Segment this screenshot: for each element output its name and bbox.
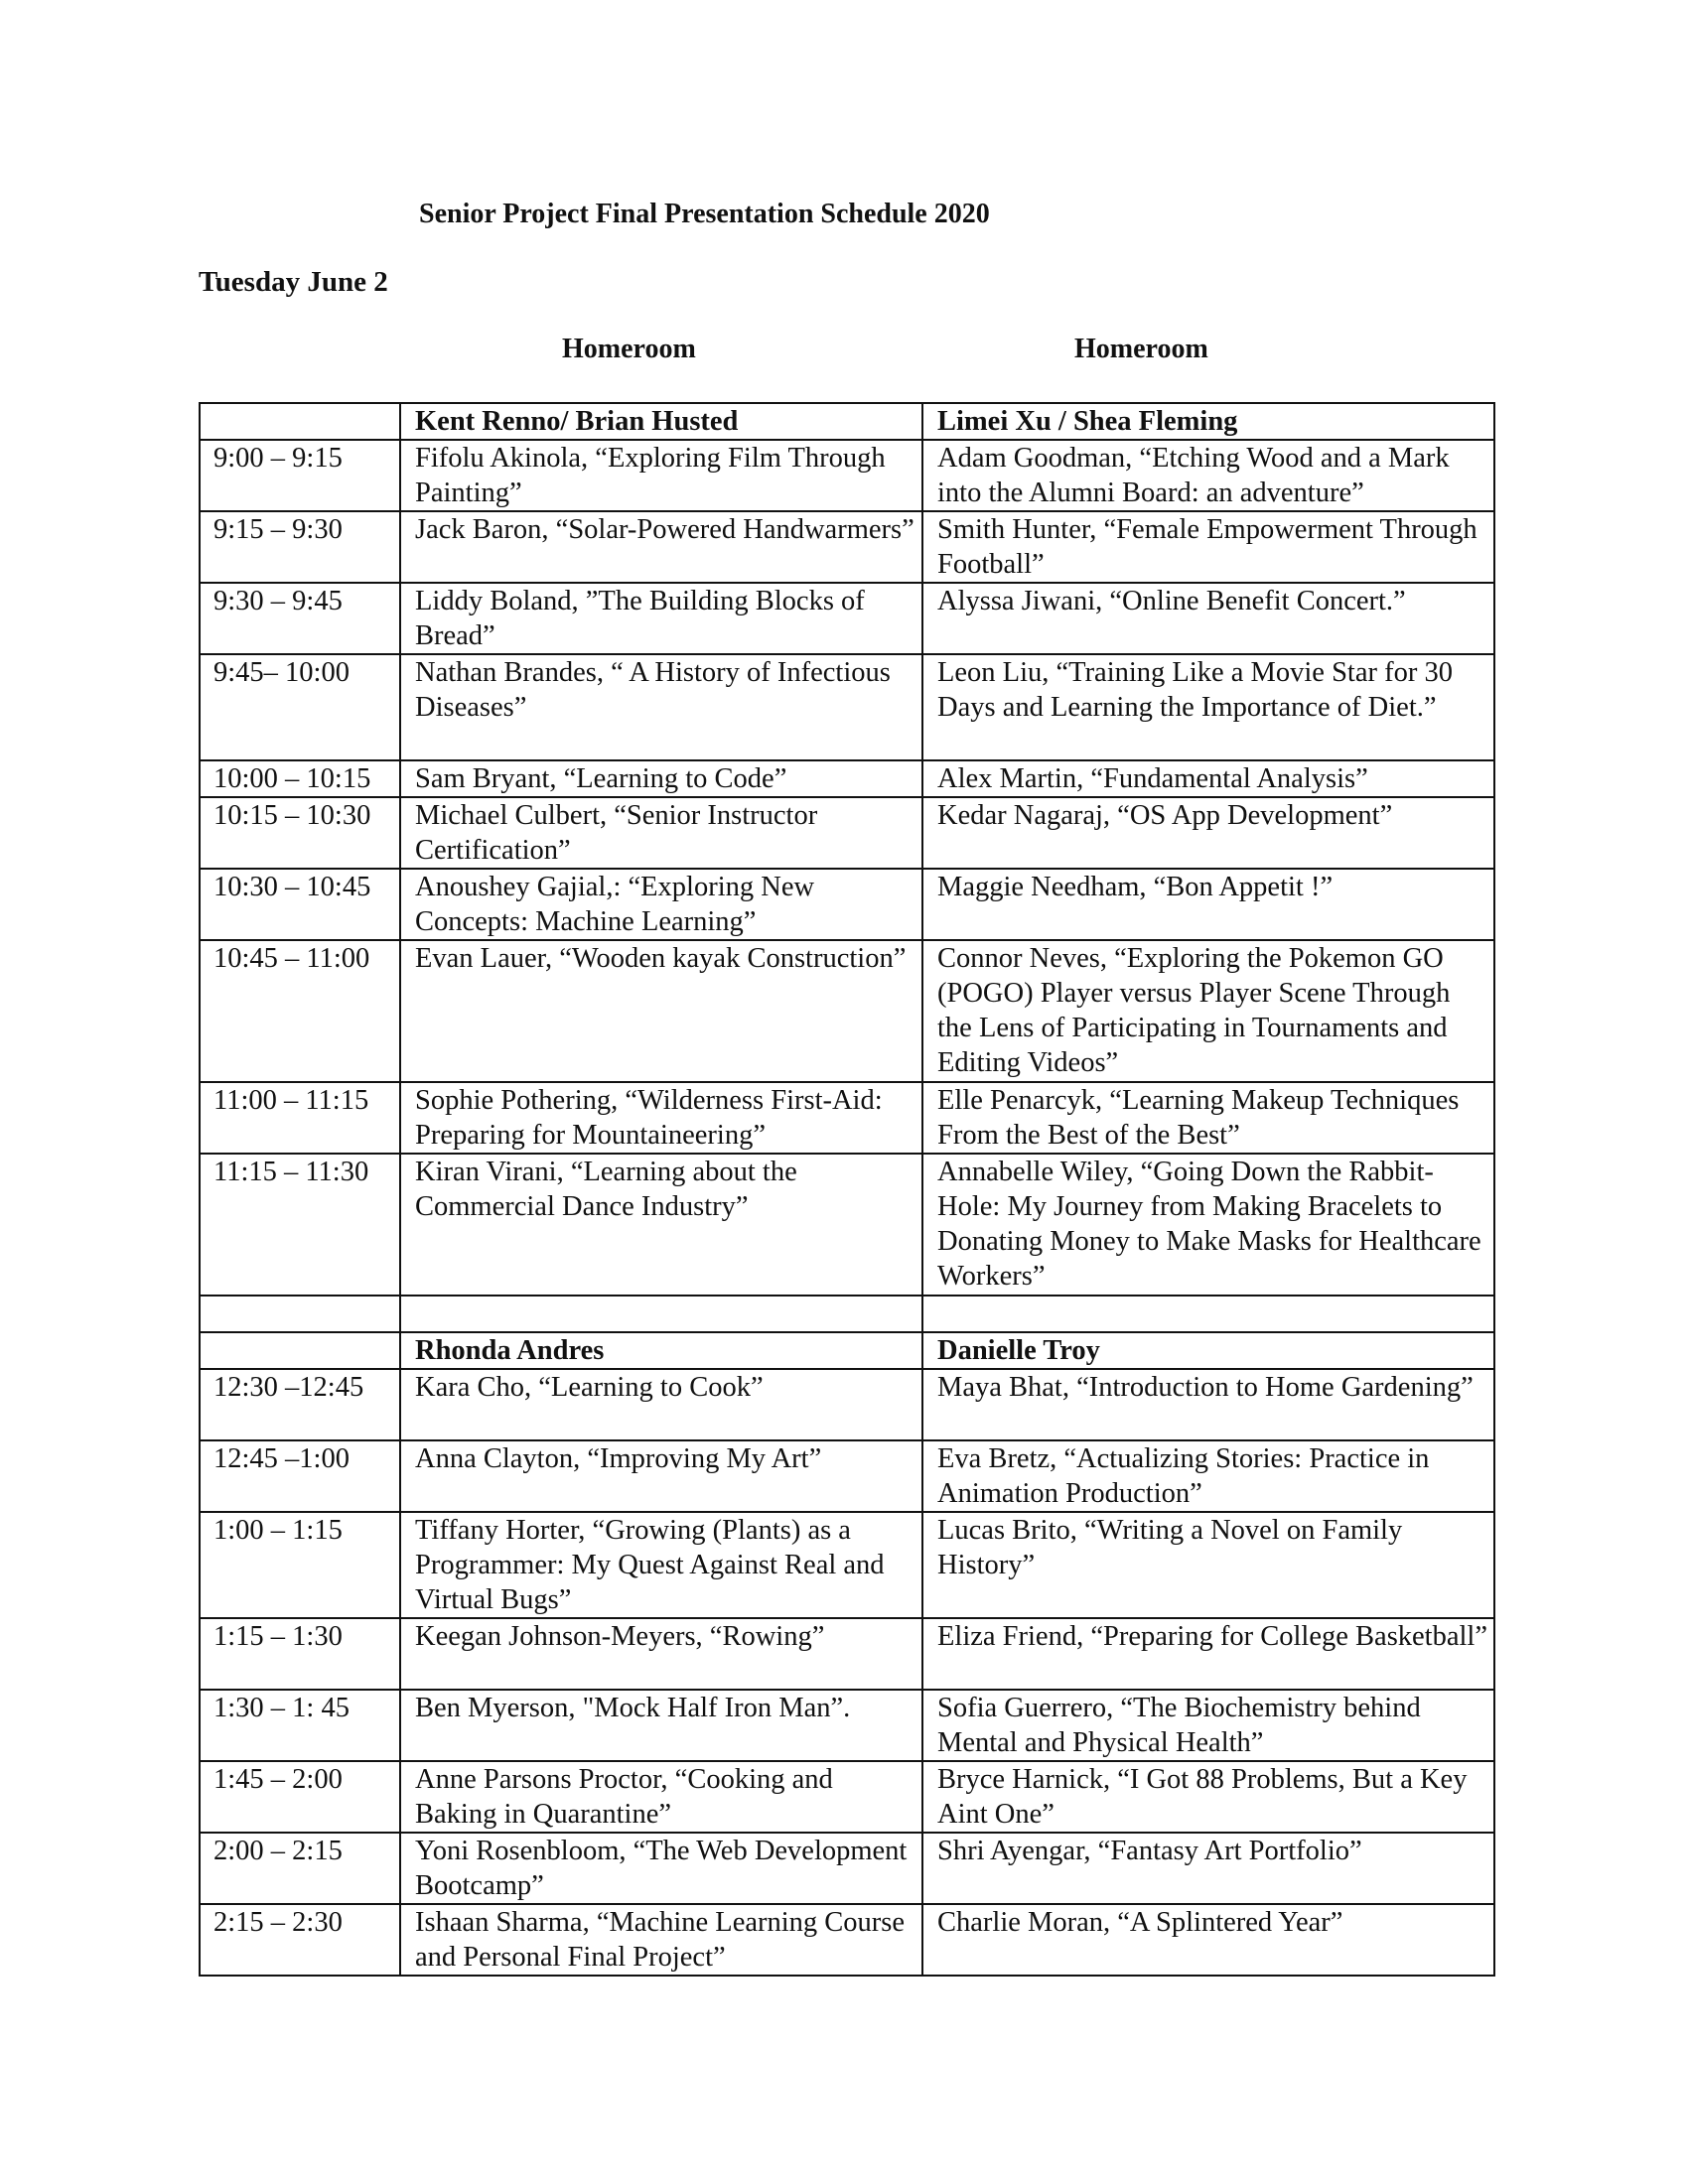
blank-cell: [200, 1296, 400, 1332]
homeroom-right-label: Homeroom: [1074, 334, 1208, 364]
document-title: Senior Project Final Presentation Schedule 2020: [419, 199, 990, 229]
homeroom-header-row-morning: [200, 403, 1494, 440]
table-row: [200, 1512, 1494, 1618]
presentation-left: Evan Lauer, “Wooden kayak Construction”: [400, 940, 922, 1082]
time-slot: 9:00 – 9:15: [200, 440, 400, 511]
presentation-right: Charlie Moran, “A Splintered Year”: [922, 1904, 1494, 1976]
time-header-cell: [200, 403, 400, 440]
presentation-left: Keegan Johnson-Meyers, “Rowing”: [400, 1618, 922, 1690]
presentation-left: Anoushey Gajial,: “Exploring New Concepts: Machine Learning”: [400, 869, 922, 940]
time-slot: 9:15 – 9:30: [200, 511, 400, 583]
presentation-right: Alex Martin, “Fundamental Analysis”: [922, 760, 1494, 797]
time-slot: 11:15 – 11:30: [200, 1154, 400, 1296]
presentation-right: Bryce Harnick, “I Got 88 Problems, But a Key Aint One”: [922, 1761, 1494, 1833]
homeroom-right-name: Danielle Troy: [922, 1332, 1494, 1369]
time-slot: 1:45 – 2:00: [200, 1761, 400, 1833]
presentation-right: Sofia Guerrero, “The Biochemistry behind Mental and Physical Health”: [922, 1690, 1494, 1761]
presentation-right: Elle Penarcyk, “Learning Makeup Techniques From the Best of the Best”: [922, 1082, 1494, 1154]
time-slot: 10:00 – 10:15: [200, 760, 400, 797]
table-row: [200, 1618, 1494, 1690]
presentation-right: Smith Hunter, “Female Empowerment Through Football”: [922, 511, 1494, 583]
blank-cell: [400, 1296, 922, 1332]
table-row: [200, 1082, 1494, 1154]
presentation-left: Liddy Boland, ”The Building Blocks of Bread”: [400, 583, 922, 654]
table-row: [200, 1904, 1494, 1976]
presentation-left: Michael Culbert, “Senior Instructor Certification”: [400, 797, 922, 869]
table-row: [200, 440, 1494, 511]
time-slot: 2:00 – 2:15: [200, 1833, 400, 1904]
presentation-left: Kara Cho, “Learning to Cook”: [400, 1369, 922, 1440]
presentation-left: Anna Clayton, “Improving My Art”: [400, 1440, 922, 1512]
table-row: [200, 583, 1494, 654]
presentation-right: Lucas Brito, “Writing a Novel on Family History”: [922, 1512, 1494, 1618]
table-row: [200, 1154, 1494, 1296]
presentation-left: Anne Parsons Proctor, “Cooking and Baking in Quarantine”: [400, 1761, 922, 1833]
time-slot: 12:30 –12:45: [200, 1369, 400, 1440]
presentation-left: Sophie Pothering, “Wilderness First-Aid: Preparing for Mountaineering”: [400, 1082, 922, 1154]
time-slot: 2:15 – 2:30: [200, 1904, 400, 1976]
time-slot: 1:00 – 1:15: [200, 1512, 400, 1618]
table-row: [200, 1690, 1494, 1761]
table-row: [200, 940, 1494, 1082]
table-row: [200, 797, 1494, 869]
time-header-cell: [200, 1332, 400, 1369]
presentation-right: Annabelle Wiley, “Going Down the Rabbit-Hole: My Journey from Making Bracelets to Donating Money to Make Masks for Healthcare Workers”: [922, 1154, 1494, 1296]
presentation-left: Nathan Brandes, “ A History of Infectious Diseases”: [400, 654, 922, 760]
homeroom-left-name: Kent Renno/ Brian Husted: [400, 403, 922, 440]
table-row: [200, 760, 1494, 797]
table-row: [200, 654, 1494, 760]
homeroom-left-name: Rhonda Andres: [400, 1332, 922, 1369]
presentation-left: Tiffany Horter, “Growing (Plants) as a Programmer: My Quest Against Real and Virtual Bugs”: [400, 1512, 922, 1618]
time-slot: 10:30 – 10:45: [200, 869, 400, 940]
presentation-left: Fifolu Akinola, “Exploring Film Through Painting”: [400, 440, 922, 511]
presentation-left: Yoni Rosenbloom, “The Web Development Bootcamp”: [400, 1833, 922, 1904]
time-slot: 12:45 –1:00: [200, 1440, 400, 1512]
presentation-right: Shri Ayengar, “Fantasy Art Portfolio”: [922, 1833, 1494, 1904]
presentation-right: Maggie Needham, “Bon Appetit !”: [922, 869, 1494, 940]
presentation-right: Eva Bretz, “Actualizing Stories: Practice in Animation Production”: [922, 1440, 1494, 1512]
homeroom-left-label: Homeroom: [562, 334, 696, 364]
time-slot: 9:30 – 9:45: [200, 583, 400, 654]
presentation-right: Leon Liu, “Training Like a Movie Star for 30 Days and Learning the Importance of Diet.”: [922, 654, 1494, 760]
time-slot: 1:30 – 1: 45: [200, 1690, 400, 1761]
blank-cell: [922, 1296, 1494, 1332]
table-row: [200, 869, 1494, 940]
presentation-left: Ben Myerson, "Mock Half Iron Man”.: [400, 1690, 922, 1761]
table-row: [200, 1369, 1494, 1440]
presentation-right: Alyssa Jiwani, “Online Benefit Concert.”: [922, 583, 1494, 654]
table-row: [200, 1761, 1494, 1833]
time-slot: 10:15 – 10:30: [200, 797, 400, 869]
time-slot: 9:45– 10:00: [200, 654, 400, 760]
presentation-right: Adam Goodman, “Etching Wood and a Mark into the Alumni Board: an adventure”: [922, 440, 1494, 511]
table-row: [200, 511, 1494, 583]
presentation-right: Eliza Friend, “Preparing for College Basketball”: [922, 1618, 1494, 1690]
presentation-right: Connor Neves, “Exploring the Pokemon GO (POGO) Player versus Player Scene Through the Lens of Participating in Tournaments and Editing Videos”: [922, 940, 1494, 1082]
schedule-date: Tuesday June 2: [199, 266, 388, 298]
presentation-right: Kedar Nagaraj, “OS App Development”: [922, 797, 1494, 869]
table-row: [200, 1833, 1494, 1904]
blank-separator-row: [200, 1296, 1494, 1332]
time-slot: 11:00 – 11:15: [200, 1082, 400, 1154]
presentation-right: Maya Bhat, “Introduction to Home Gardening”: [922, 1369, 1494, 1440]
table-row: [200, 1440, 1494, 1512]
presentation-left: Sam Bryant, “Learning to Code”: [400, 760, 922, 797]
time-slot: 10:45 – 11:00: [200, 940, 400, 1082]
homeroom-right-name: Limei Xu / Shea Fleming: [922, 403, 1494, 440]
presentation-left: Kiran Virani, “Learning about the Commercial Dance Industry”: [400, 1154, 922, 1296]
presentation-left: Ishaan Sharma, “Machine Learning Course and Personal Final Project”: [400, 1904, 922, 1976]
presentation-left: Jack Baron, “Solar-Powered Handwarmers”: [400, 511, 922, 583]
time-slot: 1:15 – 1:30: [200, 1618, 400, 1690]
schedule-table: [199, 402, 1495, 1977]
homeroom-header-row-afternoon: [200, 1332, 1494, 1369]
